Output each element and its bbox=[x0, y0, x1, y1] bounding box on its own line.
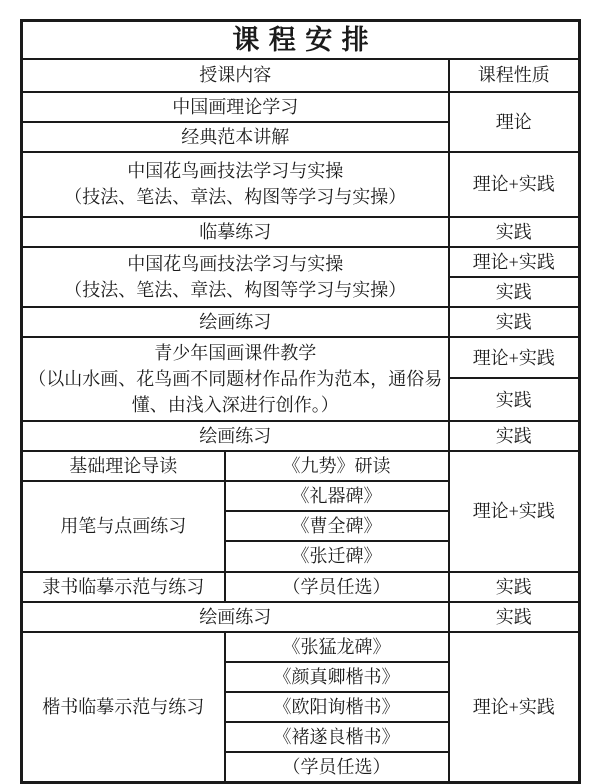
cell-brush-stroke-practice: 用笔与点画练习 bbox=[22, 481, 225, 571]
cell-nature-theory: 理论 bbox=[449, 92, 580, 152]
cell-copy-practice: 临摹练习 bbox=[22, 217, 449, 247]
table-row bbox=[22, 92, 580, 122]
cell-nature-practice: 实践 bbox=[449, 378, 580, 421]
page-title: 课程安排 bbox=[22, 21, 580, 59]
cell-jiushi-study: 《九势》研读 bbox=[225, 451, 449, 481]
header-teaching-content: 授课内容 bbox=[22, 59, 449, 92]
cell-drawing-practice: 绘画练习 bbox=[22, 421, 449, 451]
cell-cn-painting-theory-study: 中国画理论学习 bbox=[22, 92, 449, 122]
cell-ouyangxun-kaishu: 《欧阳询楷书》 bbox=[225, 692, 449, 722]
cell-nature-practice: 实践 bbox=[449, 307, 580, 337]
cell-liqi-stele: 《礼器碑》 bbox=[225, 481, 449, 511]
cell-line: （以山水画、花鸟画不同题材作品作为范本，通俗易懂、由浅入深进行创作。） bbox=[28, 369, 443, 416]
cell-nature-theory-practice: 理论+实践 bbox=[449, 337, 580, 378]
cell-nature-practice: 实践 bbox=[449, 277, 580, 307]
title-row bbox=[22, 21, 580, 59]
cell-flower-bird-technique-2 bbox=[22, 247, 449, 307]
table-row bbox=[22, 217, 580, 247]
cell-line: （技法、笔法、章法、构图等学习与实操） bbox=[64, 279, 407, 300]
cell-classic-model-explain: 经典范本讲解 bbox=[22, 122, 449, 152]
cell-line: 中国花鸟画技法学习与实操 bbox=[127, 253, 344, 274]
header-row bbox=[22, 59, 580, 92]
cell-chusuiliang-kaishu: 《褚遂良楷书》 bbox=[225, 722, 449, 752]
cell-nature-practice: 实践 bbox=[449, 217, 580, 247]
course-schedule-table bbox=[20, 19, 581, 784]
table-row bbox=[22, 602, 580, 632]
cell-kaishu-copy-demo-practice: 楷书临摹示范与练习 bbox=[22, 632, 225, 783]
cell-line: 中国花鸟画技法学习与实操 bbox=[127, 161, 344, 182]
cell-yanzhenqing-kaishu: 《颜真卿楷书》 bbox=[225, 662, 449, 692]
cell-nature-theory-practice: 理论+实践 bbox=[449, 632, 580, 783]
table-row bbox=[22, 247, 580, 277]
cell-lishu-copy-demo-practice: 隶书临摹示范与练习 bbox=[22, 572, 225, 602]
table-row bbox=[22, 572, 580, 602]
cell-youth-courseware-teaching bbox=[22, 337, 449, 421]
cell-nature-practice: 实践 bbox=[449, 602, 580, 632]
cell-caoquan-stele: 《曹全碑》 bbox=[225, 511, 449, 541]
cell-basic-theory-reading: 基础理论导读 bbox=[22, 451, 225, 481]
cell-zhangqian-stele: 《张迁碑》 bbox=[225, 541, 449, 571]
cell-nature-practice: 实践 bbox=[449, 572, 580, 602]
cell-zhangmenglong-stele: 《张猛龙碑》 bbox=[225, 632, 449, 662]
cell-line: （技法、笔法、章法、构图等学习与实操） bbox=[64, 187, 407, 208]
table-row bbox=[22, 632, 580, 662]
cell-drawing-practice: 绘画练习 bbox=[22, 602, 449, 632]
cell-student-choice: （学员任选） bbox=[225, 752, 449, 783]
cell-nature-theory-practice: 理论+实践 bbox=[449, 152, 580, 217]
table-row bbox=[22, 307, 580, 337]
table-row bbox=[22, 337, 580, 378]
table-row bbox=[22, 421, 580, 451]
cell-nature-theory-practice: 理论+实践 bbox=[449, 451, 580, 571]
table-row bbox=[22, 451, 580, 481]
header-course-nature: 课程性质 bbox=[449, 59, 580, 92]
cell-student-choice: （学员任选） bbox=[225, 572, 449, 602]
cell-nature-practice: 实践 bbox=[449, 421, 580, 451]
cell-line: 青少年国画课件教学 bbox=[154, 342, 317, 363]
cell-drawing-practice: 绘画练习 bbox=[22, 307, 449, 337]
cell-nature-theory-practice: 理论+实践 bbox=[449, 247, 580, 277]
cell-flower-bird-technique-1 bbox=[22, 152, 449, 217]
table-row bbox=[22, 152, 580, 217]
